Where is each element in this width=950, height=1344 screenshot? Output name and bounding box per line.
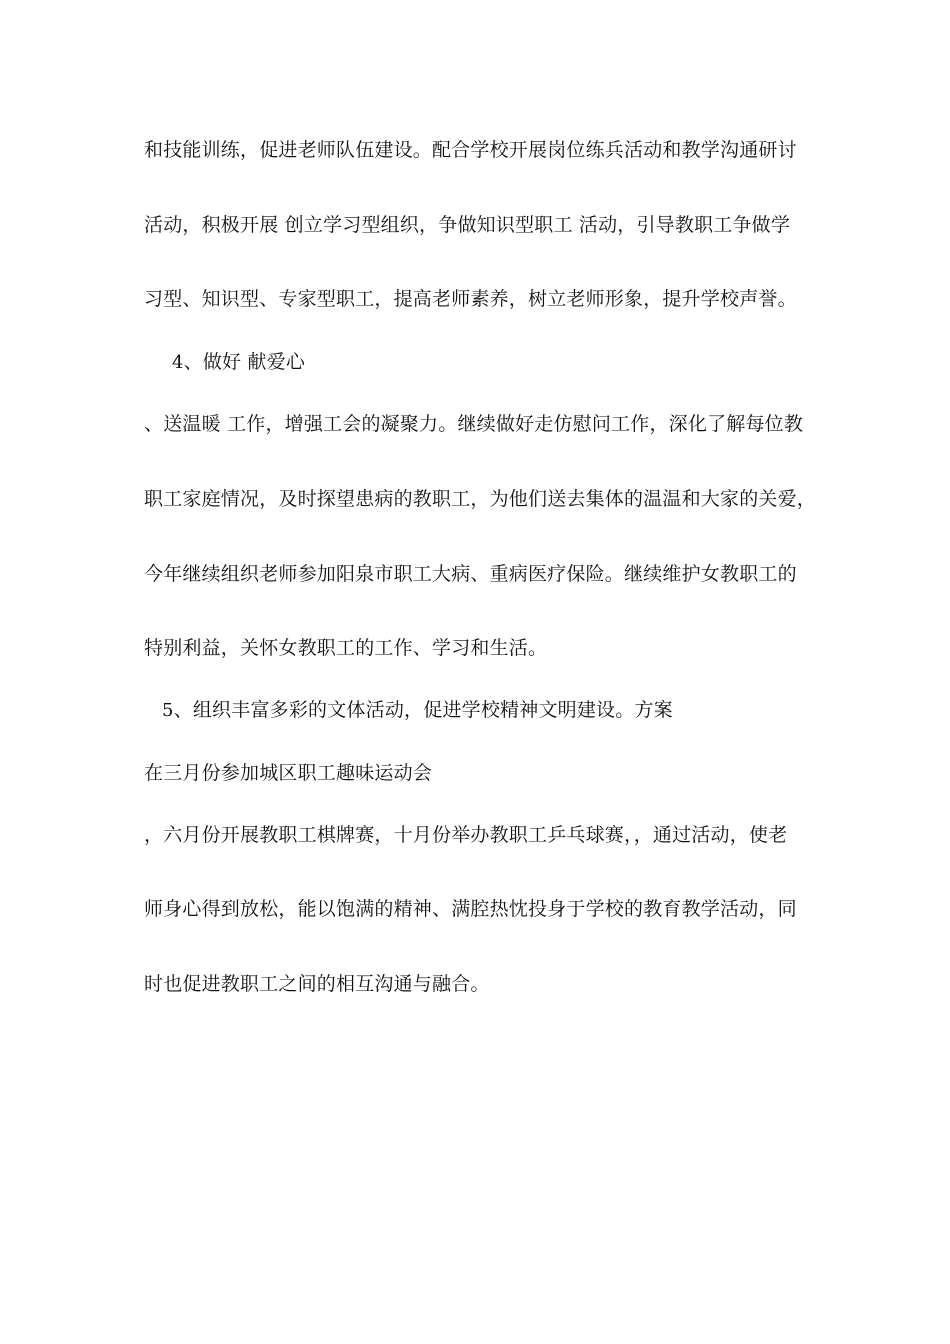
item-5-heading [162,698,673,723]
item-4-heading [172,350,305,375]
item-4-number: 4 [172,352,184,373]
paragraph-line-8: 在三月份参加城区职工趣味运动会 [144,762,433,784]
paragraph-line-5: 职工家庭情况，及时探望患病的教职工，为他们送去集体的温温和大家的关爱， [144,488,817,510]
paragraph-line-1: 和技能训练，促进老师队伍建设。配合学校开展岗位练兵活动和教学沟通研讨 [144,139,797,161]
paragraph-line-10: 师身心得到放松，能以饱满的精神、满腔热忱投身于学校的教育教学活动，同 [144,898,797,920]
paragraph-line-2: 活动，积极开展 创立学习型组织，争做知识型职工 活动，引导教职工争做学 [144,214,791,236]
item-5-text: 、组织丰富多彩的文体活动，促进学校精神文明建设。方案 [173,699,673,721]
paragraph-line-7: 特别利益，关怀女教职工的工作、学习和生活。 [144,637,548,659]
paragraph-line-6: 今年继续组织老师参加阳泉市职工大病、重病医疗保险。继续维护女教职工的 [144,563,797,585]
paragraph-line-9: ，六月份开展教职工棋牌赛，十月份举办教职工乒乓球赛，，通过活动，使老 [144,824,788,846]
paragraph-line-4: 、送温暖 工作，增强工会的凝聚力。继续做好走仿慰问工作，深化了解每位教 [144,413,804,435]
paragraph-line-11: 时也促进教职工之间的相互沟通与融合。 [144,973,490,995]
item-4-text: 、做好 献爱心 [183,351,306,373]
item-5-number: 5 [162,700,174,721]
paragraph-line-3: 习型、知识型、专家型职工，提高老师素养，树立老师形象，提升学校声誉。 [144,288,797,310]
